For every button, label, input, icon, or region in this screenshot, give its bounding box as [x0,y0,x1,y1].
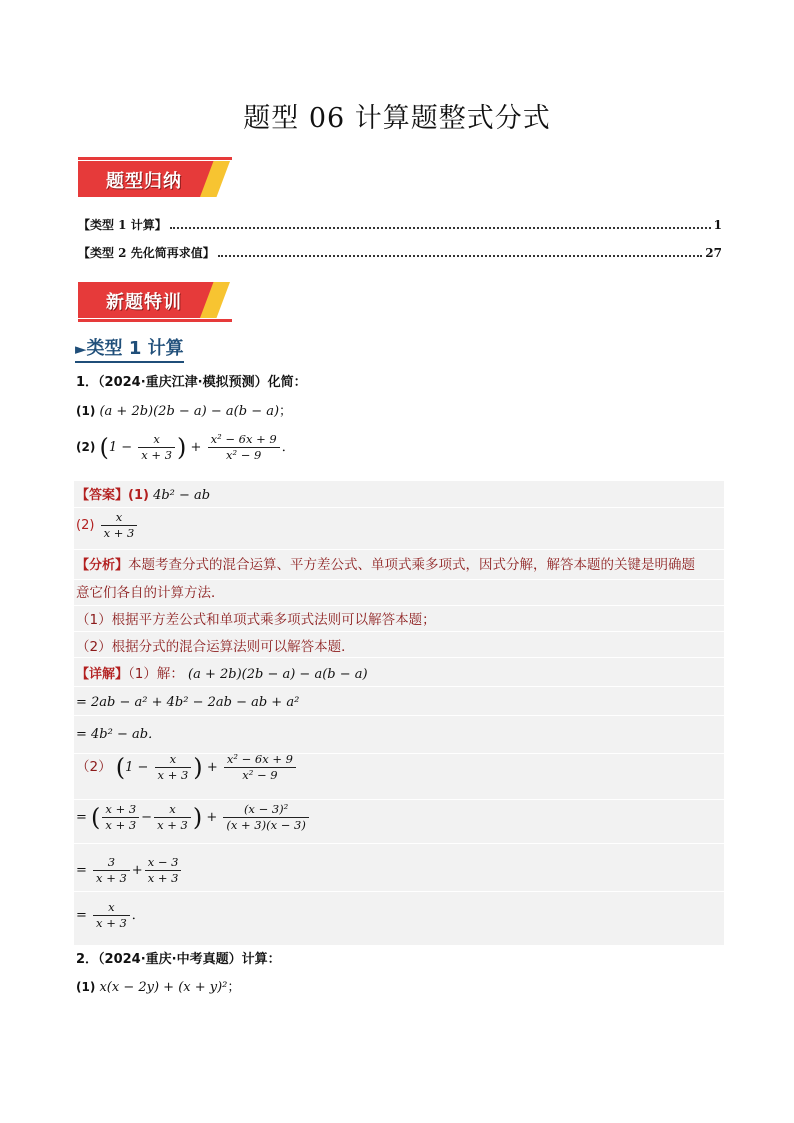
banner-label: 题型归纳 [106,171,182,192]
section-heading: ►类型 1 计算 [75,334,184,363]
fraction: $\frac{x}{x + 3}$ [155,752,192,783]
question-2-header: 2．（2024·重庆·中考真题）计算： [76,952,281,967]
toc-leader [218,247,703,257]
training-banner [78,278,232,322]
page-title: 题型 06 计算题整式分式 [243,103,551,134]
toc-label: 【类型 1 计算】 [78,218,167,232]
play-marker-icon: ► [75,340,87,358]
toc-leader [170,219,711,229]
detail-part-2: （2） (1 − $\frac{x}{x + 3}$ ) + $\frac{\text{x² − 6x + 9}}{\text{x² − 9}}$ [76,752,298,783]
detail-line-1: 【详解】（1）解： (a + 2b)(2b − a) − a(b − a) [76,666,368,682]
detail-step-1: = 2ab − a² + 4b² − 2ab − ab + a² [76,695,300,710]
detail-step-2: = 4b² − ab． [76,727,162,742]
detail-step-a: = ( $\frac{x + 3}{x + 3}$ − $\frac{x}{x + 3}$ ) + $\frac{\text{(x − 3)²}}{(x + 3)(x - 3)}$ [76,802,311,833]
question-1-header: 1．（2024·重庆江津·模拟预测）化简： [76,375,307,390]
answer-line-2: (2) $\frac{x}{x + 3}$ [76,510,139,541]
analysis-line-1: 【分析】本题考查分式的混合运算、平方差公式、单项式乘多项式，因式分解，解答本题的关键是明确题 [76,557,696,573]
detail-step-b: = $\frac{3}{x + 3}$ + $\frac{x - 3}{x + 3}$ [76,855,183,886]
fraction: $\frac{\text{(x − 3)²}}{(x + 3)(x - 3)}$ [223,802,308,833]
fraction: $\frac{\text{x² − 6x + 9}}{\text{x² − 9}}$ [208,432,280,463]
toc-entry-1[interactable] [78,216,722,233]
question-1-part-1: (1) (a + 2b)(2b − a) − a(b − a)； [76,404,293,419]
banner-top-bar [78,157,232,160]
toc-entry-2[interactable] [78,244,722,261]
toc-label: 【类型 2 先化简再求值】 [78,246,215,260]
summary-banner [78,157,232,201]
fraction: $\frac{3}{x + 3}$ [93,855,130,886]
fraction: $\frac{x - 3}{x + 3}$ [145,855,182,886]
question-1-part-2: (2) (1 − $\frac{x}{x + 3}$ ) + $\frac{\text{x² − 6x + 9}}{\text{x² − 9}}$ ． [76,432,295,462]
question-2-part-1: (1) x(x − 2y) + (x + y)²； [76,980,241,995]
fraction: $\frac{x}{x + 3}$ [93,900,130,931]
analysis-point-2: （2）根据分式的混合运算法则可以解答本题． [76,639,355,655]
banner-label: 新题特训 [106,292,182,313]
fraction: $\frac{x}{x + 3}$ [101,510,138,541]
toc-page: 1 [713,218,722,232]
fraction: $\frac{x}{x + 3}$ [154,802,191,833]
fraction: $\frac{x}{x + 3}$ [138,432,175,463]
analysis-point-1: （1）根据平方差公式和单项式乘多项式法则可以解答本题； [76,612,436,628]
answer-line-1: 【答案】(1) 4b² − ab [76,488,211,503]
fraction: $\frac{\text{x² − 6x + 9}}{\text{x² − 9}}$ [224,752,296,783]
fraction: $\frac{x + 3}{x + 3}$ [102,802,139,833]
banner-bottom-bar [78,319,232,322]
detail-step-c: = $\frac{x}{x + 3}$ ． [76,900,145,930]
toc-page: 27 [705,246,722,260]
analysis-line-2: 意它们各自的计算方法． [76,585,225,601]
